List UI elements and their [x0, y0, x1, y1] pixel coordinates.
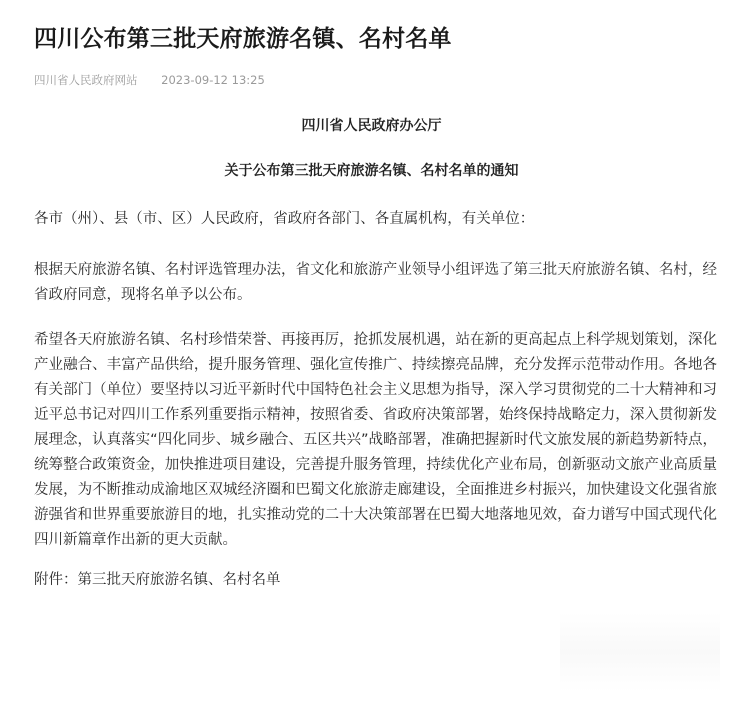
article-meta: [34, 72, 265, 88]
notice-title: 关于公布第三批天府旅游名镇、名村名单的通知: [224, 163, 519, 179]
article-source[interactable]: 四川省人民政府网站: [34, 73, 138, 87]
salutation-paragraph: 各市（州）、县（市、区）人民政府，省政府各部门、各直属机构，有关单位：: [34, 211, 535, 227]
attachment-link[interactable]: 附件：第三批天府旅游名镇、名村名单: [34, 572, 281, 588]
issuer-heading: 四川省人民政府办公厅: [301, 118, 442, 134]
body-paragraph-2: 希望各天府旅游名镇、名村珍惜荣誉、再接再厉，抢抓发展机遇，站在新的更高起点上科学规划策划，深化产业融合、丰富产品供给，提升服务管理、强化宣传推广、持续擦亮品牌，充分发挥示范带动作用。各地各有关部门（单位）要坚持以习近平新时代中国特色社会主义思想为指导，深入学习贯彻党的二十大精神和习近平总书记对四川工作系列重要指示精神，按照省委、省政府决策部署，始终保持战略定力，深入贯彻新发展理念，认真落实“四化同步、城乡融合、五区共兴”战略部署，准确把握新时代文旅发展的新趋势新特点，统筹整合政策资金，加快推进项目建设，完善提升服务管理，持续优化产业布局，创新驱动文旅产业高质量发展，为不断推动成渝地区双城经济圈和巴蜀文化旅游走廊建设，全面推进乡村振兴，加快建设文化强省旅游强省和世界重要旅游目的地，扎实推动党的二十大决策部署在巴蜀大地落地见效，奋力谱写中国式现代化四川新篇章作出新的更大贡献。: [34, 332, 717, 548]
body-paragraph-1: 根据天府旅游名镇、名村评选管理办法，省文化和旅游产业领导小组评选了第三批天府旅游名镇、名村，经省政府同意，现将名单予以公布。: [34, 262, 717, 303]
article-title: 四川公布第三批天府旅游名镇、名村名单: [34, 26, 452, 52]
article-time: 2023-09-12 13:25: [161, 73, 265, 87]
faded-overlay: [560, 612, 720, 692]
